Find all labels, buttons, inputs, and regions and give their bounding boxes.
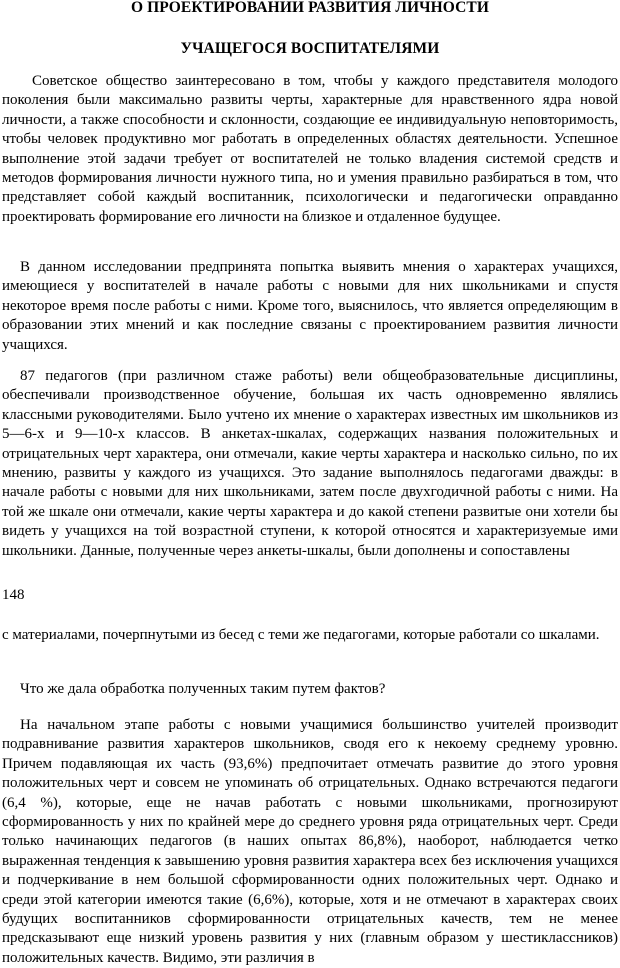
paragraph-5: Что же дала обработка полученных таким путем фактов? bbox=[20, 681, 386, 697]
title-line-1: О ПРОЕКТИРОВАНИИ РАЗВИТИЯ ЛИЧНОСТИ bbox=[130, 0, 490, 16]
title-line-2: УЧАЩЕГОСЯ ВОСПИТАТЕЛЯМИ bbox=[180, 40, 440, 57]
paragraph-3: 87 педагогов (при различном стаже работы) вели общеобразовательные дисциплины, обеспечивали производственное обучение, большая их часть одновременно являлись классными руководителями. Было учтено их мнение о характерах известных им школьников из 5—6-х и 9—10-х классов. В анкетах-шкалах, содержащих названия положительных и отрицательных черт характера, они отмечали, какие черты характера и насколько сильно, по их мнению, развиты у каждого из учащихся. Это задание выполнялось педагогами дважды: в начале работы с новыми для них школьниками, затем после двухгодичной работы с ними. На той же шкале они отмечали, какие черты характера и до какой степени развитые они хотели бы видеть у учащихся на той возрастной ступени, к которой относятся и характеризуемые ими школьники. Данные, полученные через анкеты-шкалы, были дополнены и сопоставлены bbox=[2, 368, 618, 559]
paragraph-1: Советское общество заинтересовано в том, чтобы у каждого представителя молодого поколения были максимально развиты черты, характерные для нравственного ядра новой личности, а также способности и склонности, создающие ее индивидуальную неповторимость, чтобы человек продуктивно мог работать в определенных областях деятельности. Успешное выполнение этой задачи требует от воспитателей не только владения системой средств и методов формирования личности нужного типа, но и умения правильно разбираться в том, что представляет собой каждый воспитанник, психологически и педагогически оправданно проектировать формирование его личности на близкое и отдаленное будущее. bbox=[2, 73, 618, 225]
paragraph-4: с материалами, почерпнутыми из бесед с теми же педагогами, которые работали со шкалами. bbox=[2, 627, 600, 643]
page-number: 148 bbox=[2, 587, 25, 603]
paragraph-6: На начальном этапе работы с новыми учащимися большинство учителей производит подравнивание развития характеров школьников, сводя его к некоему среднему уровню. Причем подавляющая их часть (93,6%) предпочитает отмечать развитие до этого уровня положительных черт и совсем не упоминать об отрицательных. Однако встречаются педагоги (6,4 %), которые, еще не начав работать с новыми школьниками, прогнозируют сформированность у них по крайней мере до среднего уровня ряда отрицательных черт. Среди только начинающих педагогов (в наших опытах 86,8%), наоборот, наблюдается четко выраженная тенденция к завышению уровня развития характера всех без исключения учащихся и подчеркивание в нем большой сформированности одних положительных черт. Однако и среди этой категории имеются такие (6,6%), которые, хотя и не отмечают в характерах своих будущих воспитанников сформированности отрицательных качеств, тем не менее предсказывают еще низкий уровень развития у них (главным образом у шестиклассников) положительных качеств. Видимо, эти различия в bbox=[2, 717, 618, 966]
paragraph-2: В данном исследовании предпринята попытка выявить мнения о характерах учащихся, имеющиеся у воспитателей в начале работы с новыми для них школьниками и спустя некоторое время после работы с ними. Кроме того, выяснилось, что является определяющим в образовании этих мнений и как последние связаны с проектированием развития личности учащихся. bbox=[2, 259, 618, 353]
